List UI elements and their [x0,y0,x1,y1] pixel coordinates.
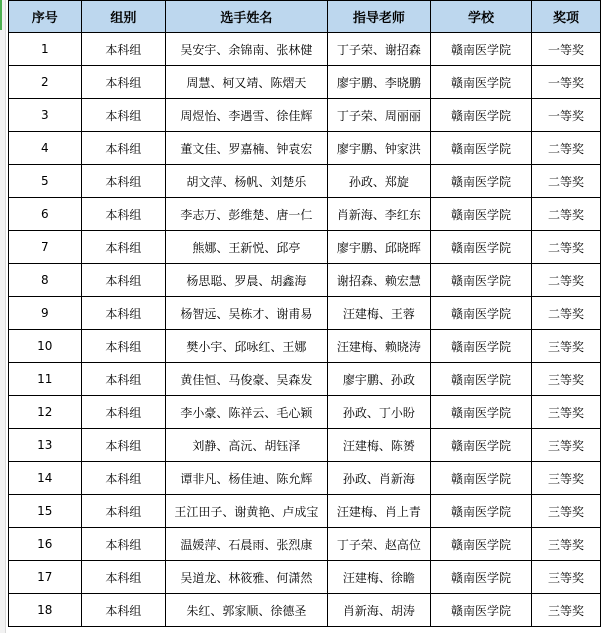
cell-group[interactable]: 本科组 [81,330,166,363]
cell-advisors[interactable]: 孙政、郑旋 [327,165,430,198]
cell-seq[interactable]: 6 [9,198,82,231]
cell-seq[interactable]: 14 [9,462,82,495]
table-row [9,165,601,198]
cell-school[interactable]: 赣南医学院 [431,66,532,99]
cell-seq[interactable]: 15 [9,495,82,528]
cell-contestants[interactable]: 李小豪、陈祥云、毛心颖 [166,396,328,429]
cell-contestants[interactable]: 吴安宇、余锦南、张林健 [166,33,328,66]
cell-seq[interactable]: 12 [9,396,82,429]
cell-advisors[interactable]: 廖宇鹏、钟家洪 [327,132,430,165]
cell-award[interactable]: 三等奖 [531,528,600,561]
cell-contestants[interactable]: 温媛萍、石晨雨、张烈康 [166,528,328,561]
cell-contestants[interactable]: 周慧、柯又靖、陈熠天 [166,66,328,99]
cell-advisors[interactable]: 廖宇鹏、邱晓晖 [327,231,430,264]
cell-group[interactable]: 本科组 [81,198,166,231]
cell-school[interactable]: 赣南医学院 [431,396,532,429]
cell-seq[interactable]: 5 [9,165,82,198]
cell-award[interactable]: 三等奖 [531,462,600,495]
cell-seq[interactable]: 18 [9,594,82,627]
header-school[interactable]: 学校 [431,1,532,33]
cell-contestants[interactable]: 熊娜、王新悦、邱亭 [166,231,328,264]
cell-advisors[interactable]: 丁子荣、谢招森 [327,33,430,66]
cell-contestants[interactable]: 樊小宇、邱咏红、王娜 [166,330,328,363]
table-row [9,396,601,429]
cell-group[interactable]: 本科组 [81,561,166,594]
table-row [9,66,601,99]
cell-school[interactable]: 赣南医学院 [431,429,532,462]
table-row [9,495,601,528]
cell-contestants[interactable]: 杨思聪、罗晨、胡鑫海 [166,264,328,297]
cell-advisors[interactable]: 汪建梅、陈赟 [327,429,430,462]
cell-award[interactable]: 三等奖 [531,330,600,363]
cell-seq[interactable]: 8 [9,264,82,297]
cell-award[interactable]: 二等奖 [531,165,600,198]
cell-advisors[interactable]: 丁子荣、赵高位 [327,528,430,561]
header-seq[interactable]: 序号 [9,1,82,33]
cell-contestants[interactable]: 王江田子、谢黄艳、卢成宝 [166,495,328,528]
cell-contestants[interactable]: 朱红、郭家顺、徐德圣 [166,594,328,627]
cell-school[interactable]: 赣南医学院 [431,99,532,132]
table-row [9,33,601,66]
cell-school[interactable]: 赣南医学院 [431,198,532,231]
cell-seq[interactable]: 9 [9,297,82,330]
table-row [9,363,601,396]
cell-advisors[interactable]: 廖宇鹏、李晓鹏 [327,66,430,99]
cell-seq[interactable]: 2 [9,66,82,99]
cell-group[interactable]: 本科组 [81,429,166,462]
cell-award[interactable]: 二等奖 [531,297,600,330]
cell-seq[interactable]: 13 [9,429,82,462]
cell-group[interactable]: 本科组 [81,231,166,264]
cell-advisors[interactable]: 汪建梅、赖晓涛 [327,330,430,363]
cell-school[interactable]: 赣南医学院 [431,594,532,627]
cell-award[interactable]: 二等奖 [531,264,600,297]
cell-award[interactable]: 三等奖 [531,594,600,627]
cell-school[interactable]: 赣南医学院 [431,231,532,264]
table-row [9,198,601,231]
cell-award[interactable]: 三等奖 [531,363,600,396]
table-body [9,33,601,627]
cell-seq[interactable]: 4 [9,132,82,165]
cell-award[interactable]: 三等奖 [531,561,600,594]
cell-group[interactable]: 本科组 [81,495,166,528]
cell-award[interactable]: 一等奖 [531,66,600,99]
header-award[interactable]: 奖项 [531,1,600,33]
cell-advisors[interactable]: 孙政、肖新海 [327,462,430,495]
cell-group[interactable]: 本科组 [81,165,166,198]
cell-award[interactable]: 三等奖 [531,396,600,429]
header-group[interactable]: 组别 [81,1,166,33]
cell-group[interactable]: 本科组 [81,132,166,165]
cell-school[interactable]: 赣南医学院 [431,132,532,165]
cell-group[interactable]: 本科组 [81,297,166,330]
cell-award[interactable]: 二等奖 [531,231,600,264]
cell-contestants[interactable]: 黄佳恒、马俊豪、吴森发 [166,363,328,396]
cell-award[interactable]: 二等奖 [531,198,600,231]
table-row [9,561,601,594]
cell-group[interactable]: 本科组 [81,66,166,99]
cell-seq[interactable]: 17 [9,561,82,594]
table-row [9,330,601,363]
cell-advisors[interactable]: 汪建梅、王蓉 [327,297,430,330]
cell-group[interactable]: 本科组 [81,33,166,66]
cell-school[interactable]: 赣南医学院 [431,495,532,528]
cell-advisors[interactable]: 廖宇鹏、孙政 [327,363,430,396]
table-row [9,264,601,297]
cell-group[interactable]: 本科组 [81,363,166,396]
cell-school[interactable]: 赣南医学院 [431,363,532,396]
cell-advisors[interactable]: 孙政、丁小盼 [327,396,430,429]
table-row [9,462,601,495]
cell-contestants[interactable]: 胡文萍、杨帆、刘楚乐 [166,165,328,198]
cell-advisors[interactable]: 肖新海、李红东 [327,198,430,231]
cell-seq[interactable]: 7 [9,231,82,264]
table-row [9,429,601,462]
cell-contestants[interactable]: 谭非凡、杨佳迪、陈允辉 [166,462,328,495]
cell-seq[interactable]: 1 [9,33,82,66]
cell-advisors[interactable]: 汪建梅、徐瞻 [327,561,430,594]
selection-marker [0,0,2,30]
sheet-left-edge [0,0,6,633]
cell-contestants[interactable]: 吴道龙、林筱雅、何潇然 [166,561,328,594]
cell-school[interactable]: 赣南医学院 [431,330,532,363]
table-row [9,99,601,132]
cell-seq[interactable]: 3 [9,99,82,132]
cell-contestants[interactable]: 周煜怡、李遇雪、徐佳辉 [166,99,328,132]
cell-school[interactable]: 赣南医学院 [431,297,532,330]
awards-table [8,0,601,627]
cell-group[interactable]: 本科组 [81,396,166,429]
table-row [9,231,601,264]
header-advisors[interactable]: 指导老师 [327,1,430,33]
cell-school[interactable]: 赣南医学院 [431,33,532,66]
cell-contestants[interactable]: 刘静、高沅、胡钰泽 [166,429,328,462]
cell-award[interactable]: 三等奖 [531,495,600,528]
table-header-row [9,1,601,33]
table-row [9,594,601,627]
cell-group[interactable]: 本科组 [81,462,166,495]
cell-advisors[interactable]: 肖新海、胡涛 [327,594,430,627]
cell-school[interactable]: 赣南医学院 [431,462,532,495]
cell-group[interactable]: 本科组 [81,264,166,297]
cell-school[interactable]: 赣南医学院 [431,264,532,297]
cell-school[interactable]: 赣南医学院 [431,165,532,198]
cell-group[interactable]: 本科组 [81,99,166,132]
header-contestants[interactable]: 选手姓名 [166,1,328,33]
table-row [9,528,601,561]
cell-contestants[interactable]: 李志万、彭维楚、唐一仁 [166,198,328,231]
cell-advisors[interactable]: 丁子荣、周丽丽 [327,99,430,132]
cell-award[interactable]: 三等奖 [531,429,600,462]
cell-advisors[interactable]: 汪建梅、肖上青 [327,495,430,528]
cell-school[interactable]: 赣南医学院 [431,561,532,594]
cell-contestants[interactable]: 杨智远、吴栋才、谢甫易 [166,297,328,330]
cell-seq[interactable]: 16 [9,528,82,561]
cell-contestants[interactable]: 董文佳、罗嘉楠、钟袁宏 [166,132,328,165]
cell-award[interactable]: 一等奖 [531,99,600,132]
table-row [9,297,601,330]
cell-school[interactable]: 赣南医学院 [431,528,532,561]
cell-seq[interactable]: 10 [9,330,82,363]
cell-seq[interactable]: 11 [9,363,82,396]
cell-advisors[interactable]: 谢招森、赖宏慧 [327,264,430,297]
table-row [9,132,601,165]
cell-award[interactable]: 一等奖 [531,33,600,66]
cell-group[interactable]: 本科组 [81,528,166,561]
cell-award[interactable]: 二等奖 [531,132,600,165]
cell-group[interactable]: 本科组 [81,594,166,627]
